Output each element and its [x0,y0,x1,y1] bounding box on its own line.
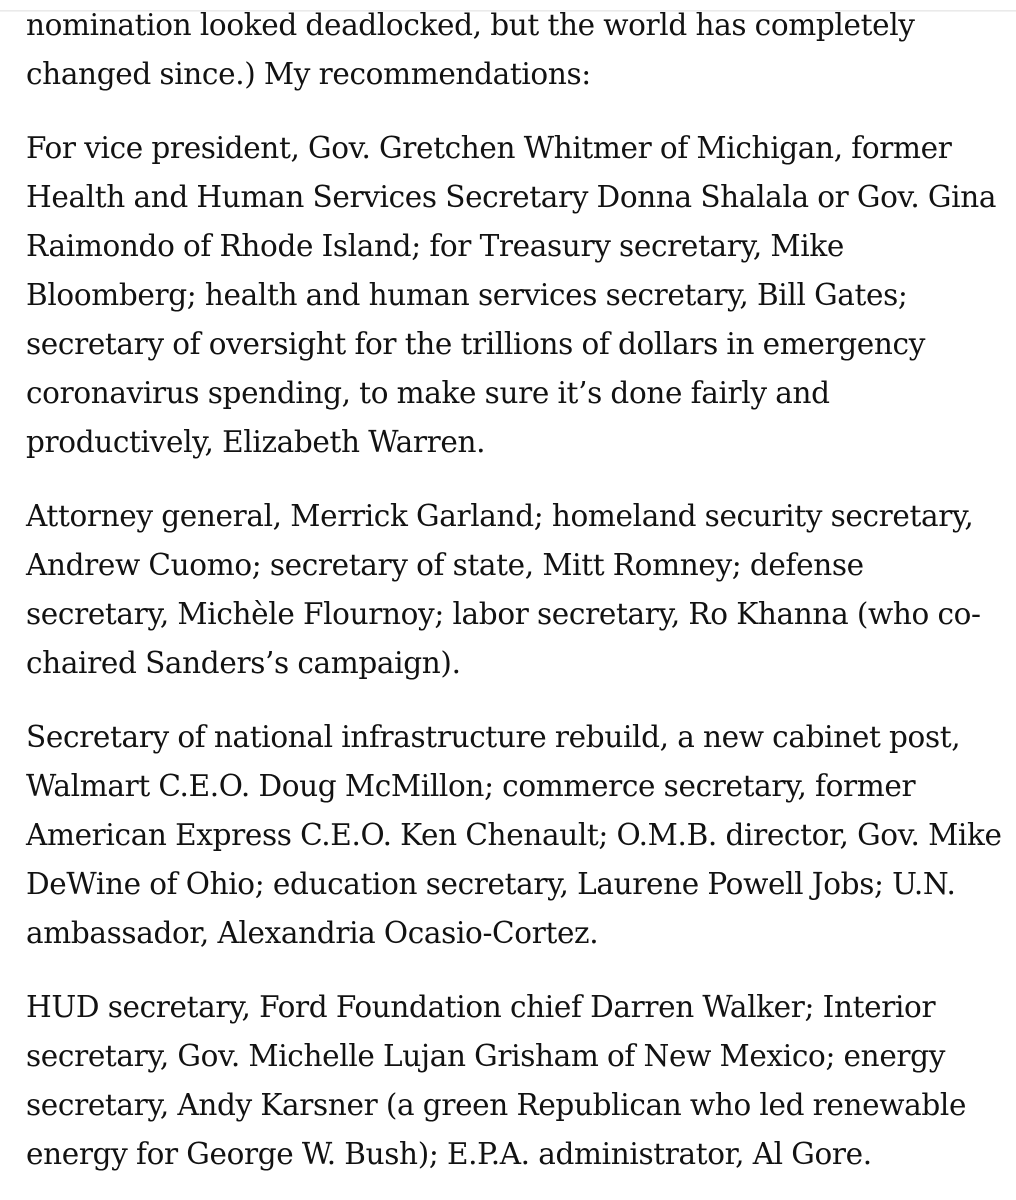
paragraph-line: Raimondo of Rhode Island; for Treasury secretary, Mike [26,229,844,263]
article-paragraph [26,1,915,99]
paragraph-line: secretary, Michèle Flournoy; labor secretary, Ro Khanna (who co- [26,597,981,631]
paragraph-line: American Express C.E.O. Ken Chenault; O.M.B. director, Gov. Mike [26,818,1002,852]
paragraph-line: secretary, Gov. Michelle Lujan Grisham of New Mexico; energy [26,1039,946,1073]
article-paragraph [26,492,981,688]
article-paragraph [26,983,966,1179]
paragraph-line: Attorney general, Merrick Garland; homeland security secretary, [26,499,974,533]
paragraph-line: secretary of oversight for the trillions of dollars in emergency [26,327,926,361]
paragraph-line: For vice president, Gov. Gretchen Whitmer of Michigan, former [26,131,952,165]
paragraph-line: DeWine of Ohio; education secretary, Laurene Powell Jobs; U.N. [26,867,956,901]
paragraph-line: Health and Human Services Secretary Donna Shalala or Gov. Gina [26,180,997,214]
paragraph-line: coronavirus spending, to make sure it’s done fairly and [26,376,830,410]
paragraph-line: secretary, Andy Karsner (a green Republican who led renewable [26,1088,967,1122]
paragraph-line: changed since.) My recommendations: [26,57,591,91]
paragraph-line: Bloomberg; health and human services secretary, Bill Gates; [26,278,908,312]
paragraph-line: chaired Sanders’s campaign). [26,646,461,680]
paragraph-line: nomination looked deadlocked, but the world has completely [26,8,915,42]
paragraph-line: HUD secretary, Ford Foundation chief Darren Walker; Interior [26,990,936,1024]
article-paragraph [26,713,1002,958]
paragraph-line: productively, Elizabeth Warren. [26,425,486,459]
paragraph-line: energy for George W. Bush); E.P.A. administrator, Al Gore. [26,1137,872,1171]
article-paragraph [26,124,996,467]
paragraph-line: Walmart C.E.O. Doug McMillon; commerce secretary, former [26,769,916,803]
paragraph-line: Andrew Cuomo; secretary of state, Mitt Romney; defense [26,548,864,582]
paragraph-line: ambassador, Alexandria Ocasio-Cortez. [26,916,599,950]
paragraph-line: Secretary of national infrastructure rebuild, a new cabinet post, [26,720,961,754]
